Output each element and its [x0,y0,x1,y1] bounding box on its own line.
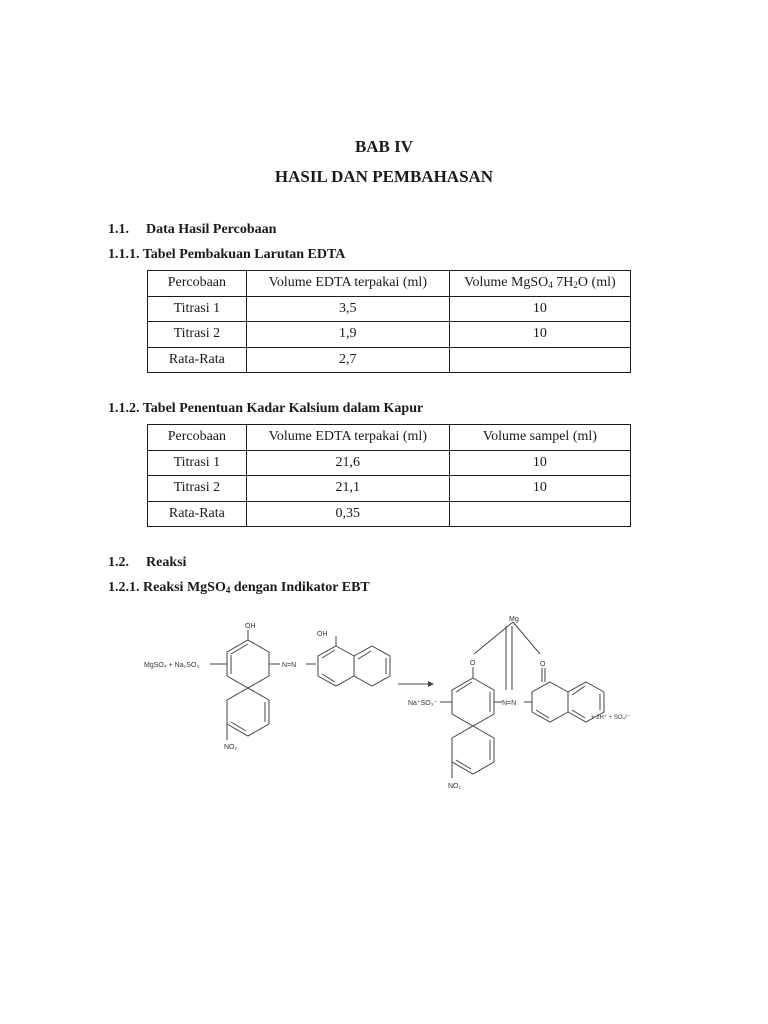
section-text: Data Hasil Percobaan [146,222,277,237]
table-cell: 0,35 [246,501,449,527]
table-row [148,296,631,322]
table-cell [449,347,630,373]
mg-label: Mg [509,616,519,623]
table-cell: Titrasi 2 [148,322,247,348]
reaction-scheme-diagram [140,612,650,797]
section-number: 1.2.1. [108,580,140,595]
section-text: Tabel Pembakuan Larutan EDTA [142,247,346,262]
section-number: 1.1. [108,222,129,237]
section-text: Tabel Penentuan Kadar Kalsium dalam Kapur [142,401,424,416]
header-cell: Volume EDTA terpakai (ml) [246,425,449,451]
mg-ebt-complex-structure [440,622,604,778]
table-cell: Titrasi 1 [148,450,247,476]
table-header-row [148,271,631,297]
table-cell: Titrasi 1 [148,296,247,322]
section-number: 1.2. [108,555,129,570]
table-row [148,501,631,527]
section-1-2-heading [108,555,186,571]
o-label: O [470,660,476,667]
table-cell: 10 [449,322,630,348]
azo-label: N=N [282,662,297,669]
section-text: Reaksi [146,555,187,570]
chapter-subtitle: HASIL DAN PEMBAHASAN [274,167,494,186]
header-cell: Volume MgSO$_4$ $7H_2O$ (ml) [449,271,630,297]
header-cell: Volume EDTA terpakai (ml) [246,271,449,297]
table-cell: 21,6 [246,450,449,476]
edta-standardization-table [147,270,631,373]
ebt-left-structure [210,630,390,740]
table-row [148,347,631,373]
table-cell: Rata-Rata [148,501,247,527]
section-1-1-2-heading [108,401,423,417]
table-cell: 10 [449,476,630,502]
header-cell: Percobaan [148,425,247,451]
table-cell: Titrasi 2 [148,476,247,502]
table-cell: 10 [449,450,630,476]
section-number: 1.1.1. [108,247,140,262]
table-cell: 2,7 [246,347,449,373]
no2-label: NO₂ [448,783,462,790]
na-so3-label: Na⁺SO₃⁻ [408,700,438,707]
table-cell: 21,1 [246,476,449,502]
section-1-1-heading [108,222,276,238]
azo-label: N=N [502,700,517,707]
header-cell: Percobaan [148,271,247,297]
table-cell: Rata-Rata [148,347,247,373]
chapter-title: BAB IV [354,137,414,156]
calcium-content-table [147,424,631,527]
no2-label: NO₂ [224,744,238,751]
table-header-row [148,425,631,451]
section-1-2-1-heading: 1.2.1. Reaksi MgSO$_4$ dengan Indikator EBT [108,580,370,595]
table-cell: 3,5 [246,296,449,322]
o-label: O [540,661,546,668]
reaction-arrow-icon [398,681,434,687]
left-reagents-label: MgSO₄ + Na₂SO₃ [144,662,200,669]
products-label: + 2H⁺ + SO₄²⁻ [591,715,631,721]
oh-label: OH [245,623,256,630]
header-cell: Volume sampel (ml) [449,425,630,451]
table-row [148,476,631,502]
section-number: 1.1.2. [108,401,140,416]
table-cell: 10 [449,296,630,322]
section-1-1-1-heading [108,247,345,263]
oh-label: OH [317,631,328,638]
table-row [148,322,631,348]
table-row [148,450,631,476]
table-cell [449,501,630,527]
table-cell: 1,9 [246,322,449,348]
